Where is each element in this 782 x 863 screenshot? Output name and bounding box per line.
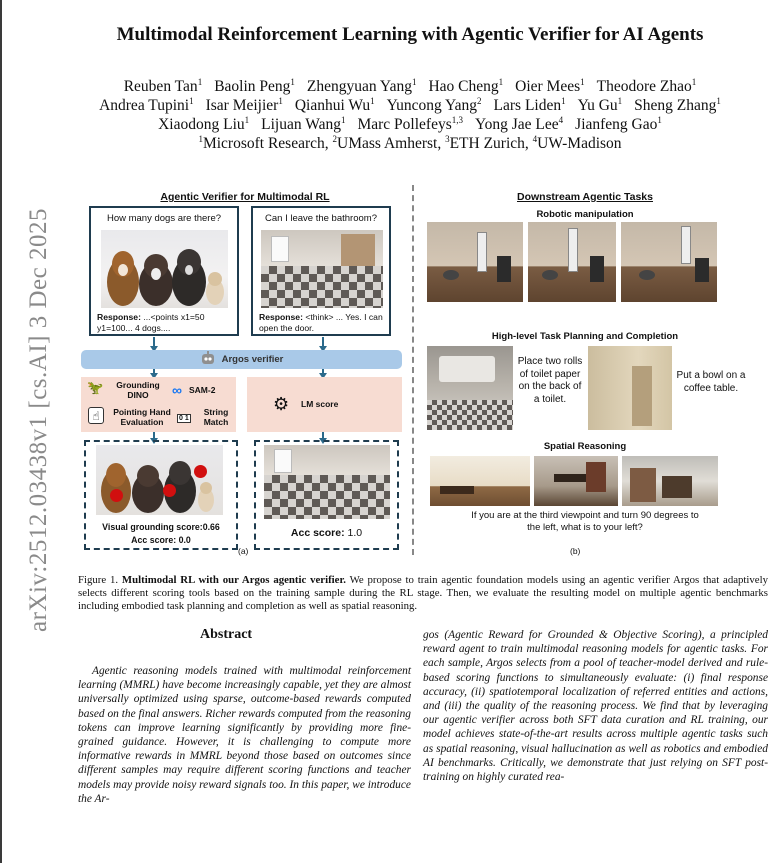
affiliation-number: 4: [532, 134, 538, 144]
author-name: Isar Meijier$^1$: [205, 96, 283, 114]
author-name: Jianfeng Gao$^1$: [575, 115, 662, 133]
tool-lm-score: LM score: [301, 399, 339, 409]
author-name: Lars Liden$^1$: [493, 96, 566, 114]
toilet-scene-photo: [427, 346, 513, 430]
spatial-question: If you are at the third viewpoint and turn 90 degrees to the left, what is to your left?: [471, 510, 699, 533]
robot-frame-2: [528, 222, 616, 302]
question-box-bathroom: [251, 206, 391, 336]
dogs-illustration-2: [96, 445, 223, 515]
arrow-down-2: [322, 337, 324, 347]
author-name: Theodore Zhao$^1$: [596, 77, 697, 95]
author-affiliation: 1: [197, 77, 203, 87]
author-name: Zhengyuan Yang$^1$: [306, 77, 417, 95]
affiliation-name: UMass Amherst,: [337, 135, 446, 152]
arxiv-stamp: arXiv:2512.03438v1 [cs.AI] 3 Dec 2025: [25, 208, 52, 632]
author-affiliation: 1: [498, 77, 504, 87]
question-bathroom: Can I leave the bathroom?: [265, 213, 377, 224]
visual-grounding-score: Visual grounding score:0.66: [102, 522, 220, 532]
author-name: Yuncong Yang$^2$: [386, 96, 482, 114]
point-marker: [163, 484, 176, 497]
plan-instruction-2: Put a bowl on a coffee table.: [676, 370, 746, 394]
bathroom-photo-2: [264, 445, 390, 519]
author-name: Andrea Tupini$^1$: [99, 96, 194, 114]
arrow-down-4: [322, 369, 324, 374]
meta-icon: ∞: [172, 382, 182, 398]
author-affiliation: 1: [278, 96, 283, 106]
right-panel-header: Downstream Agentic Tasks: [517, 191, 653, 203]
pointing-hand-icon: ☝: [88, 407, 104, 424]
author-name: Lijuan Wang$^1$: [261, 115, 346, 133]
planning-header: High-level Task Planning and Completion: [491, 331, 679, 342]
point-marker: [194, 465, 207, 478]
author-affiliation: 1: [691, 77, 697, 87]
author-affiliation: 1: [189, 96, 194, 106]
robotic-header: Robotic manipulation: [536, 209, 634, 220]
point-marker: [110, 489, 123, 502]
tools-panel-left: [81, 377, 236, 432]
argos-verifier-bar: Argos verifier: [81, 350, 402, 369]
robot-frame-3: [621, 222, 717, 302]
author-name: Qianhui Wu$^1$: [294, 96, 375, 114]
abstract-heading: Abstract: [200, 627, 253, 642]
author-affiliation: 1,3: [451, 115, 463, 125]
dogs-illustration: [101, 230, 228, 308]
tool-grounding-dino: Grounding DINO: [116, 380, 160, 400]
acc-score-left: Acc score: 0.0: [131, 535, 191, 545]
affiliation-number: 1: [198, 134, 203, 144]
openai-icon: ⚙: [273, 394, 290, 414]
author-affiliation: 1: [580, 77, 585, 87]
affiliation-name: ETH Zurich,: [449, 135, 533, 152]
author-line: [60, 115, 760, 134]
author-name: Yu Gu$^1$: [577, 96, 623, 114]
figure-caption: Figure 1. Multimodal RL with our Argos agentic verifier. We propose to train agentic foundation models using an agentic verifier Argos that adaptively selects different scoring tools based on the training sample during the RL stage. Then, we evaluate the resulting model on multiple agentic benchmarks including embodied task planning and completion as well as spatial reasoning.: [78, 574, 768, 612]
arrow-down-6: [322, 432, 324, 439]
affiliation-name: Microsoft Research,: [202, 135, 333, 152]
left-panel-header: Agentic Verifier for Multimodal RL: [160, 191, 330, 203]
author-name: Reuben Tan$^1$: [123, 77, 203, 95]
author-affiliation: 4: [558, 115, 564, 125]
robot-frame-1: [427, 222, 523, 302]
question-box-dogs: [89, 206, 239, 336]
tool-sam2: SAM-2: [189, 385, 216, 395]
arrow-down-3: [153, 369, 155, 374]
spatial-header: Spatial Reasoning: [543, 441, 627, 452]
dogs-photo: [101, 230, 228, 308]
author-affiliation: 1: [617, 96, 623, 106]
author-line: [60, 77, 760, 96]
tool-string-match: String Match: [203, 407, 229, 427]
author-name: Sheng Zhang$^1$: [634, 96, 721, 114]
plan-instruction-1: Place two rolls of toilet paper on the back of a toilet.: [517, 356, 583, 405]
tool-pointing-hand: Pointing Hand Evaluation: [113, 407, 171, 427]
paper-title: Multimodal Reinforcement Learning with Agentic Verifier for AI Agents: [116, 24, 704, 45]
author-lines: [60, 77, 760, 134]
dogs-photo-points: [96, 445, 223, 515]
spatial-view-3: [622, 456, 718, 506]
author-affiliation: 1: [340, 115, 346, 125]
author-name: Yong Jae Lee$^4$: [474, 115, 564, 133]
affiliation-name: UW-Madison: [537, 135, 622, 152]
author-name: Hao Cheng$^1$: [428, 77, 504, 95]
author-name: Marc Pollefeys$^{1,3}$: [357, 115, 463, 133]
arrow-down-1: [153, 337, 155, 347]
author-line: [60, 96, 760, 115]
abstract-left-column: Agentic reasoning models trained with multimodal reinforcement learning (MMRL) have become increasingly capable, yet they are almost universally optimized using sparse, outcome-based rewards computed based on the final answers. Richer rewards computed from the reasoning tokens can improve learning significantly by providing more fine-grained guidance. However, it is challenging to compute more informative rewards in MMRL beyond those based on outcomes since different samples may require different scoring functions and teacher models may provide noisy reward signals too. In this paper, we introduce the Ar-: [78, 665, 411, 805]
bathroom-photo: [261, 230, 383, 308]
author-name: Baolin Peng$^1$: [214, 77, 295, 95]
author-affiliation: 1: [561, 96, 566, 106]
author-affiliation: 1: [657, 115, 662, 125]
robot-icon: [200, 351, 216, 365]
affiliation-number: 3: [445, 134, 450, 144]
author-affiliation: 1: [370, 96, 375, 106]
label-b: (b): [570, 546, 581, 556]
acc-score-right: Acc score: 1.0: [290, 527, 363, 539]
affiliation-number: 2: [332, 134, 337, 144]
author-block: [60, 77, 760, 153]
author-name: Oier Mees$^1$: [515, 77, 585, 95]
abstract-right-column: gos (Agentic Reward for Grounded & Objective Scoring), a principled reward agent to train multimodal reasoning models for agentic tasks. For each sample, Argos selects from a pool of teacher-model derived and rule-based scoring functions to simultaneously evaluate: (i) final response accuracy, (ii) spatiotemporal localization of referred entities and actions, and (iii) the quality of the reasoning process. We find that by leveraging our agentic verifier across both SFT data curation and RL training, our model achieves state-of-the-art results across multiple agentic tasks such as spatial reasoning, visual hallucination as well as robotics and embodied AI benchmarks. Critically, we demonstrate that just relying on SFT post-training on highly curated rea-: [423, 629, 768, 784]
response-dogs: Response: ...<points x1=50 y1=100... 4 dogs....: [97, 312, 205, 333]
result-box-right: [254, 440, 399, 550]
label-a: (a): [238, 546, 249, 556]
tools-panel-right: [247, 377, 402, 432]
spatial-view-2: [534, 456, 618, 506]
author-affiliation: 1: [244, 115, 250, 125]
author-affiliation: 1: [411, 77, 417, 87]
left-margin-bar: [0, 0, 2, 863]
author-name: Xiaodong Liu$^1$: [158, 115, 250, 133]
panel-divider: [412, 185, 414, 555]
author-affiliation: 1: [716, 96, 721, 106]
dino-icon: 🦖: [87, 380, 104, 395]
affiliations: [60, 134, 760, 153]
room-scene-photo: [588, 346, 672, 430]
response-bathroom: Response: <think> ... Yes. I can open the door.: [259, 312, 383, 333]
author-affiliation: 2: [477, 96, 482, 106]
spatial-view-1: [430, 456, 530, 506]
result-box-left: [84, 440, 238, 550]
author-affiliation: 1: [290, 77, 295, 87]
question-dogs: How many dogs are there?: [106, 213, 222, 224]
arrow-down-5: [153, 432, 155, 439]
string-match-icon: 0 1: [179, 415, 189, 422]
